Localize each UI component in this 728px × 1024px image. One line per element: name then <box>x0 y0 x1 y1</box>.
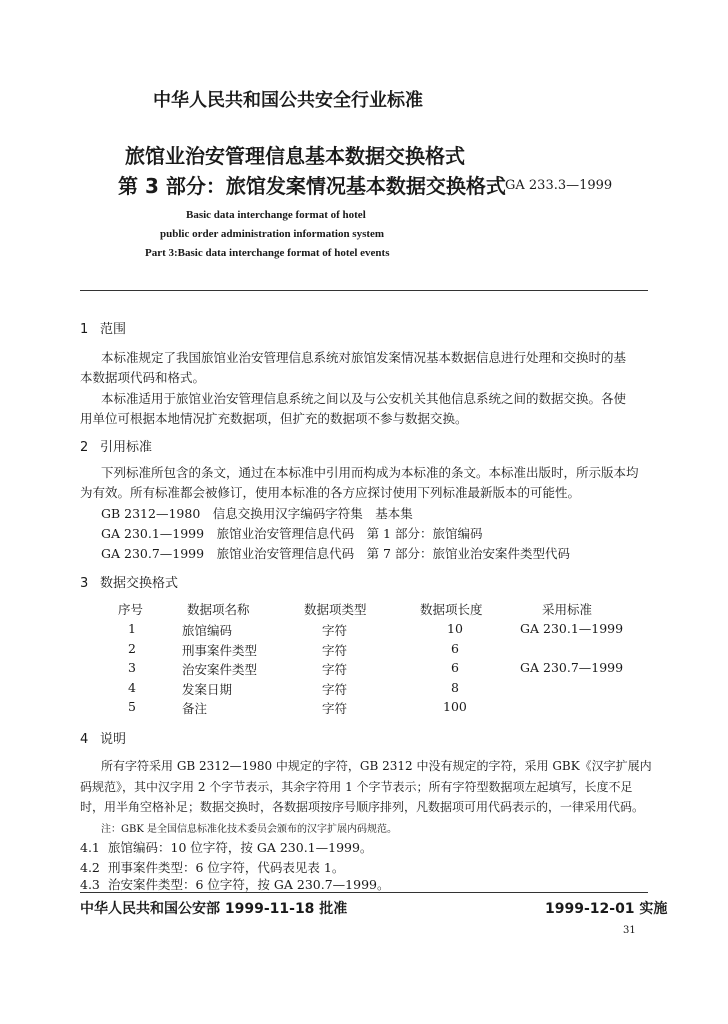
table-cell-length: 8 <box>451 680 459 695</box>
section-title: 说明 <box>100 732 127 747</box>
paragraph-line: 码规范》，其中汉字用 2 个字节表示，其余字符用 1 个字节表示；所有字符型数据项左起填写，长度不足 <box>80 780 633 794</box>
table-cell-type: 字符 <box>322 682 348 697</box>
section-1-heading <box>80 318 126 337</box>
table-cell-name: 旅馆编码 <box>182 623 233 638</box>
table-header-name: 数据项名称 <box>187 602 250 617</box>
clause-item <box>80 875 389 893</box>
paragraph-line: 时，用半角空格补足；数据交换时，各数据项按序号顺序排列，凡数据项可用代码表示的，一律采用代码。 <box>80 800 645 814</box>
reference-item: GB 2312—1980 信息交换用汉字编码字符集 基本集 <box>101 506 413 521</box>
clause-text: 旅馆编码：10 位字符，按 GA 230.1—1999。 <box>108 840 373 855</box>
table-cell-index: 2 <box>128 641 136 656</box>
table-cell-index: 5 <box>128 699 136 714</box>
approval-date: 中华人民共和国公安部 1999-11-18 批准 <box>80 901 348 917</box>
table-cell-type: 字符 <box>322 701 348 716</box>
section-title: 范围 <box>100 322 127 337</box>
paragraph-line: 本标准规定了我国旅馆业治安管理信息系统对旅馆发案情况基本数据信息进行处理和交换时的基 <box>101 350 627 365</box>
table-cell-index: 1 <box>128 621 136 636</box>
section-2-heading <box>80 436 152 455</box>
table-cell-type: 字符 <box>322 662 348 677</box>
header-divider <box>80 290 648 291</box>
english-title-line-3: Part 3:Basic data interchange format of hotel events <box>145 247 390 259</box>
table-cell-length: 6 <box>451 660 459 675</box>
standard-code: GA 233.3—1999 <box>505 178 613 193</box>
footer-divider <box>80 892 648 893</box>
table-cell-name: 备注 <box>182 701 208 716</box>
english-title-line-1: Basic data interchange format of hotel <box>186 209 366 221</box>
section-number: 3 <box>80 576 89 591</box>
title-line-2: 第 3 部分：旅馆发案情况基本数据交换格式 <box>118 174 506 198</box>
paragraph-line: 本数据项代码和格式。 <box>80 370 206 385</box>
table-cell-standard: GA 230.7—1999 <box>520 660 624 675</box>
title-line-1: 旅馆业治安管理信息基本数据交换格式 <box>125 144 465 168</box>
table-cell-name: 刑事案件类型 <box>182 643 258 658</box>
table-cell-standard: GA 230.1—1999 <box>520 621 624 636</box>
implementation-date: 1999-12-01 实施 <box>545 901 668 917</box>
table-cell-length: 10 <box>447 621 463 636</box>
table-cell-index: 4 <box>128 680 136 695</box>
table-cell-length: 100 <box>443 699 467 714</box>
section-number: 1 <box>80 322 89 337</box>
table-header-type: 数据项类型 <box>304 602 367 617</box>
issuing-body-header: 中华人民共和国公共安全行业标准 <box>153 90 423 111</box>
page-number: 31 <box>623 925 636 936</box>
footnote: 注：GBK 是全国信息标准化技术委员会颁布的汉字扩展内码规范。 <box>101 824 397 835</box>
table-header-index: 序号 <box>118 602 144 617</box>
table-cell-name: 发案日期 <box>182 682 233 697</box>
table-cell-index: 3 <box>128 660 136 675</box>
clause-item <box>80 838 372 856</box>
english-title-line-2: public order administration information system <box>160 228 385 240</box>
reference-item: GA 230.7—1999 旅馆业治安管理信息代码 第 7 部分：旅馆业治安案件类型代码 <box>101 546 570 561</box>
section-4-heading <box>80 728 126 747</box>
section-title: 数据交换格式 <box>100 576 179 591</box>
section-number: 2 <box>80 440 89 455</box>
table-cell-type: 字符 <box>322 643 348 658</box>
table-header-length: 数据项长度 <box>420 602 483 617</box>
section-number: 4 <box>80 732 89 747</box>
section-3-heading <box>80 572 178 591</box>
clause-number: 4.1 <box>80 840 100 855</box>
paragraph-line: 下列标准所包含的条文，通过在本标准中引用而构成为本标准的条文。本标准出版时，所示版本均 <box>101 465 639 480</box>
clause-number: 4.3 <box>80 877 100 892</box>
clause-text: 治安案件类型：6 位字符，按 GA 230.7—1999。 <box>108 877 390 892</box>
reference-item: GA 230.1—1999 旅馆业治安管理信息代码 第 1 部分：旅馆编码 <box>101 526 483 541</box>
paragraph-line: 本标准适用于旅馆业治安管理信息系统之间以及与公安机关其他信息系统之间的数据交换。各使 <box>101 391 627 406</box>
table-cell-name: 治安案件类型 <box>182 662 258 677</box>
paragraph-line: 所有字符采用 GB 2312—1980 中规定的字符，GB 2312 中没有规定的字符，采用 GBK《汉字扩展内 <box>101 759 652 773</box>
section-title: 引用标准 <box>100 440 153 455</box>
clause-item <box>80 858 344 876</box>
table-header-standard: 采用标准 <box>542 602 593 617</box>
paragraph-line: 为有效。所有标准都会被修订，使用本标准的各方应探讨使用下列标准最新版本的可能性。 <box>80 485 581 500</box>
clause-text: 刑事案件类型：6 位字符，代码表见表 1。 <box>108 860 345 875</box>
table-cell-type: 字符 <box>322 623 348 638</box>
table-cell-length: 6 <box>451 641 459 656</box>
clause-number: 4.2 <box>80 860 100 875</box>
paragraph-line: 用单位可根据本地情况扩充数据项，但扩充的数据项不参与数据交换。 <box>80 411 468 426</box>
